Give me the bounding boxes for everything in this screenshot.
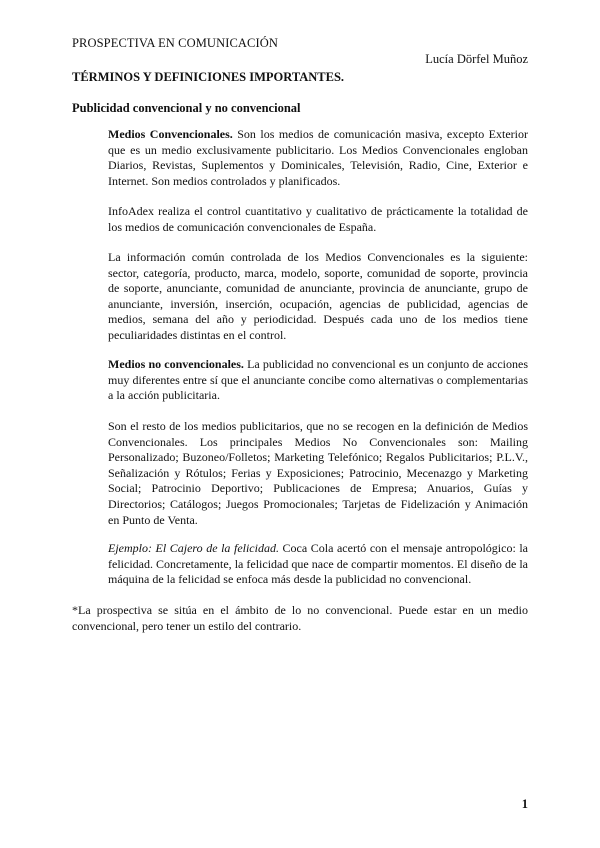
paragraph-text: Coca Cola acertó con el mensaje antropológico: la felicidad. Concretamente, la felicidad que nace de compartir momentos. El diseño de la máquina de la felicidad se enfoca más desde la publicidad no convencional. [108, 541, 529, 587]
paragraph-resto-medios: Son el resto de los medios publicitarios, que no se recogen en la definición de Medios Convencionales. Los principales Medios No Convencionales son: Mailing Personalizado; Buzoneo/Folletos; Marketing Telefónico; Regalos Publicitarios; P.L.V., Señalización y Rótulos; Ferias y Exposiciones; Patrocinio, Mecenazgo y Marketing Social; Patrocinio Deportivo; Publicaciones de Empresa; Anuarios, Guías y Directorios; Catálogos; Juegos Promocionales; Tarjetas de Fidelización y Animación en Punto de Venta. [108, 419, 528, 527]
header-author: Lucía Dörfel Muñoz [425, 52, 528, 66]
paragraph-medios-convencionales [108, 127, 528, 189]
term-medios-convencionales: Medios Convencionales. [108, 127, 233, 141]
footnote: *La prospectiva se sitúa en el ámbito de lo no convencional. Puede estar en un medio convencional, pero tener un estilo del contrario. [72, 603, 528, 633]
term-medios-no-convencionales: Medios no convencionales. [108, 357, 244, 371]
paragraph-text: Son los medios de comunicación masiva, excepto Exterior que es un medio exclusivamente publicitario. Los Medios Convencionales engloban Diarios, Revistas, Suplementos y Dominicales, Televisión, Radio, Cine, Exterior e Internet. Son medios controlados y planificados. [108, 127, 529, 188]
example-label: Ejemplo: El Cajero de la felicidad. [108, 541, 279, 555]
paragraph-ejemplo [108, 541, 528, 588]
section-subtitle: Publicidad convencional y no convencional [72, 101, 301, 115]
paragraph-informacion-controlada: La información común controlada de los Medios Convencionales es la siguiente: sector, categoría, producto, marca, modelo, soporte, comunidad de soporte, provincia de soporte, anunciante, comunidad de anunciante, provincia de anunciante, grupo de anunciante, inversión, inserción, ocupación, agencias de publicidad, agencias de medios, semana del año y periodicidad. Después cada uno de los medios tiene peculiaridades distintas en el control. [108, 250, 528, 342]
header-course-title: PROSPECTIVA EN COMUNICACIÓN [72, 36, 278, 50]
paragraph-medios-no-convencionales [108, 357, 528, 404]
page-number: 1 [521, 797, 528, 811]
paragraph-text: La publicidad no convencional es un conjunto de acciones muy diferentes entre sí que el anunciante concibe como alternativas o complementarias a la acción publicitaria. [108, 357, 528, 403]
paragraph-infoadex: InfoAdex realiza el control cuantitativo y cualitativo de prácticamente la totalidad de los medios de comunicación convencionales de España. [108, 204, 528, 234]
section-title: TÉRMINOS Y DEFINICIONES IMPORTANTES. [72, 70, 345, 84]
